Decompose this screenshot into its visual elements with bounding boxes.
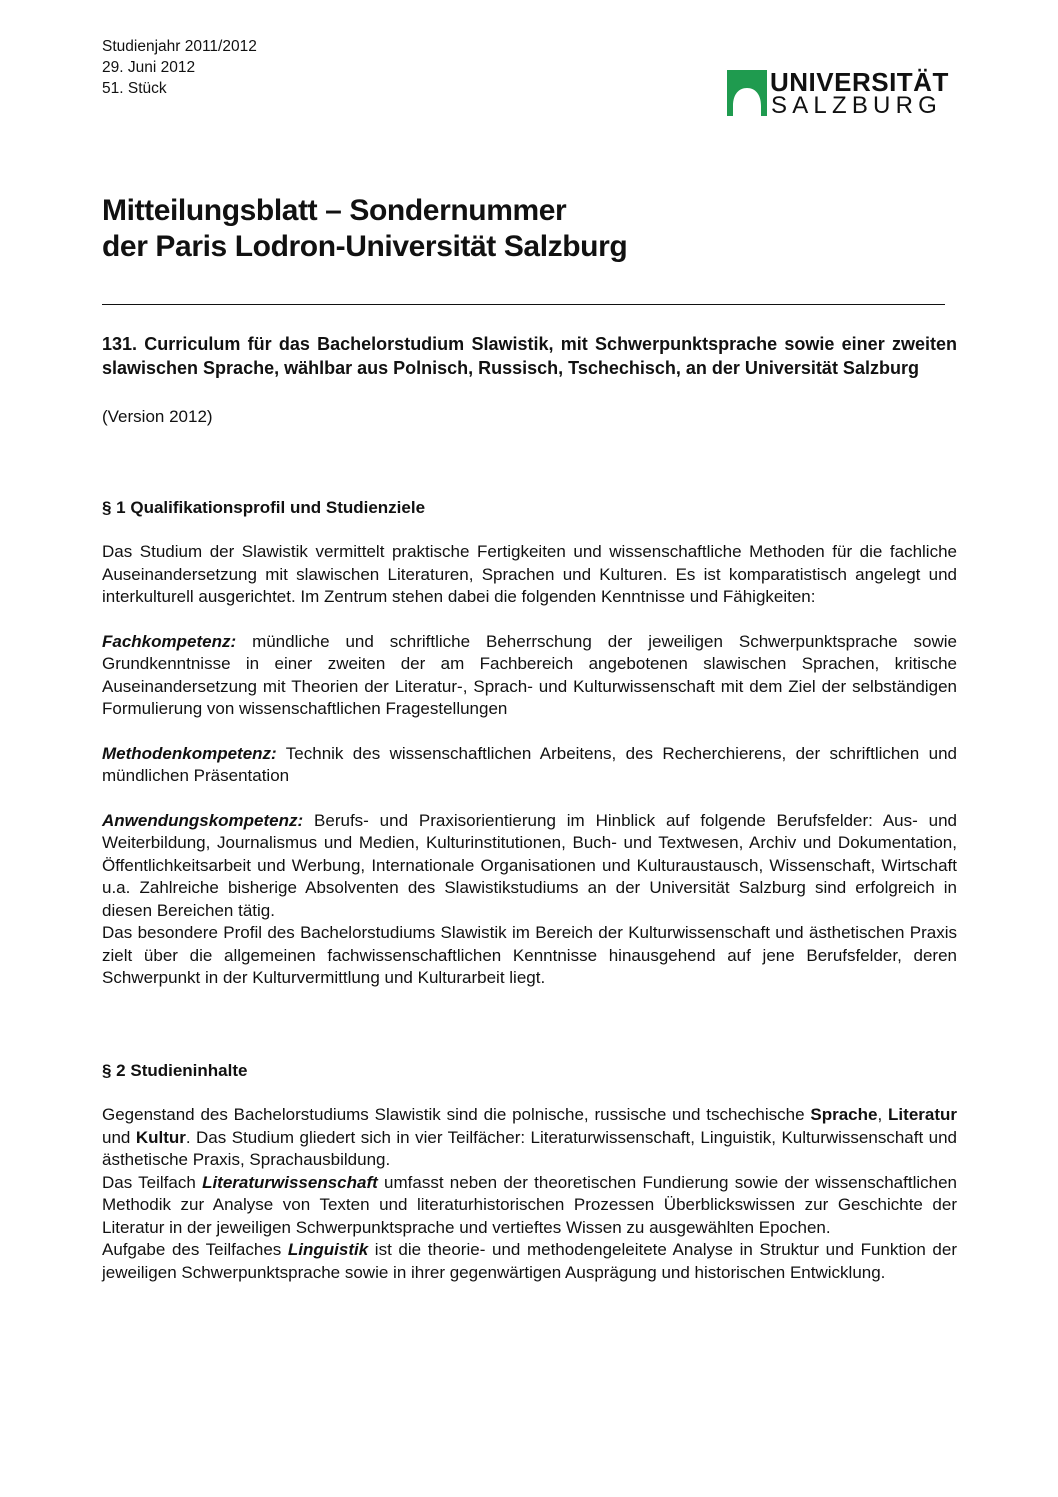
section-1-intro: Das Studium der Slawistik vermittelt praktische Fertigkeiten und wissenschaftliche Methoden für die fachliche Auseinandersetzung mit slawischen Literaturen, Sprachen und Kulturen. Es ist komparatistisch angelegt und interkulturell ausgerichtet. Im Zentrum stehen dabei die folgenden Kenntnisse und Fähigkeiten: <box>102 542 957 606</box>
section-1-heading: § 1 Qualifikationsprofil und Studienziele <box>102 498 426 517</box>
university-logo <box>727 67 949 120</box>
methodenkompetenz-text: Technik des wissenschaftlichen Arbeitens, des Recherchierens, der schriftlichen und mündlichen Präsentation <box>102 743 957 785</box>
issue-date: 29. Juni 2012 <box>102 59 196 76</box>
anwendungskompetenz-text: Berufs- und Praxisorientierung im Hinblick auf folgende Berufsfelder: Aus- und Weiterbildung, Journalismus und Medien, Kulturinstitutionen, Buch- und Textwesen, Archiv und Dokumentation, Öffentlichkeitsarbeit und Werbung, Internationale Organisationen und Kulturaustausch, Wissenschaft, Wirtschaft u.a. Zahlreiche bisherige Absolventen des Slawistikstudiums an der Universität Salzburg sind erfolgreich in diesen Bereichen tätig. <box>102 810 957 920</box>
term-sprache: Sprache <box>810 1105 878 1124</box>
section-2-heading: § 2 Studieninhalte <box>102 1061 248 1080</box>
fachkompetenz-paragraph <box>102 631 957 721</box>
methodenkompetenz-paragraph <box>102 743 957 788</box>
profil-paragraph: Das besondere Profil des Bachelorstudiums Slawistik im Bereich der Kulturwissenschaft und ästhetischen Praxis zielt über die allgemeinen fachwissenschaftlichen Kenntnisse hinausgehend auf jene Berufsfelder, deren Schwerpunkt in der Kulturvermittlung und Kulturarbeit liegt. <box>102 923 957 987</box>
title-line-1: Mitteilungsblatt – Sondernummer <box>102 194 567 227</box>
section-2-paragraph-2 <box>102 1172 957 1240</box>
term-kultur: Kultur <box>135 1127 186 1147</box>
text-run: , <box>877 1105 889 1124</box>
university-arch-icon <box>727 70 767 116</box>
text-run: umfasst neben der theoretischen Fundierung sowie der wissenschaftlichen Methodik zur Analyse von Texten und literaturhistorischen Prozessen Überblickswissen zur Geschichte der Literatur in der jeweiligen Schwerpunktsprache und vertieftes Wissen zu ausgewählten Epochen. <box>102 1172 957 1237</box>
title-divider <box>102 304 945 305</box>
text-run: . Das Studium gliedert sich in vier Teilfächer: Literaturwissenschaft, Linguistik, Kulturwissenschaft und ästhetische Praxis, Sprachausbildung. <box>102 1127 957 1169</box>
logo-text-universitaet: UNIVERSITÄT <box>770 67 949 97</box>
title-line-2: der Paris Lodron-Universität Salzburg <box>102 230 628 263</box>
issue-meta <box>102 36 257 99</box>
anwendungskompetenz-label: Anwendungskompetenz: <box>102 810 304 830</box>
term-literatur: Literatur <box>888 1105 958 1124</box>
text-run: ist die theorie- und methodengeleitete Analyse in Struktur und Funktion der jeweiligen Schwerpunktsprache sowie in ihrer gegenwärtigen Ausprägung und historischen Entwicklung. <box>102 1240 957 1282</box>
fachkompetenz-label: Fachkompetenz: <box>102 631 237 651</box>
section-1 <box>102 497 957 990</box>
term-linguistik: Linguistik <box>287 1240 369 1259</box>
text-run: Aufgabe des Teilfaches <box>102 1240 288 1259</box>
curriculum-heading: 131. Curriculum für das Bachelorstudium Slawistik, mit Schwerpunktsprache sowie einer zweiten slawischen Sprache, wählbar aus Polnisch, Russisch, Tschechisch, an der Universität Salzburg <box>102 334 957 378</box>
section-2 <box>102 1060 957 1284</box>
page-title <box>102 193 627 265</box>
term-literaturwissenschaft: Literaturwissenschaft <box>202 1172 378 1192</box>
section-2-paragraph-1 <box>102 1104 957 1172</box>
text-run: und <box>102 1127 136 1147</box>
academic-year: Studienjahr 2011/2012 <box>102 38 257 55</box>
logo-text-salzburg: SALZBURG <box>771 92 942 119</box>
issue-number: 51. Stück <box>102 80 167 97</box>
text-run: Das Teilfach <box>102 1172 203 1192</box>
curriculum-version: (Version 2012) <box>102 407 213 426</box>
anwendungskompetenz-paragraph <box>102 810 957 923</box>
fachkompetenz-text: mündliche und schriftliche Beherrschung der jeweiligen Schwerpunktsprache sowie Grundkenntnisse in einer zweiten der am Fachbereich angebotenen slawischen Sprachen, kritische Auseinandersetzung mit Theorien der Literatur-, Sprach- und Kulturwissenschaft mit dem Ziel der selbständigen Formulierung von wissenschaftlichen Fragestellungen <box>102 631 957 718</box>
methodenkompetenz-label: Methodenkompetenz: <box>102 743 277 763</box>
text-run: Gegenstand des Bachelorstudiums Slawistik sind die polnische, russische und tschechische <box>102 1105 811 1124</box>
section-2-paragraph-3 <box>102 1239 957 1284</box>
